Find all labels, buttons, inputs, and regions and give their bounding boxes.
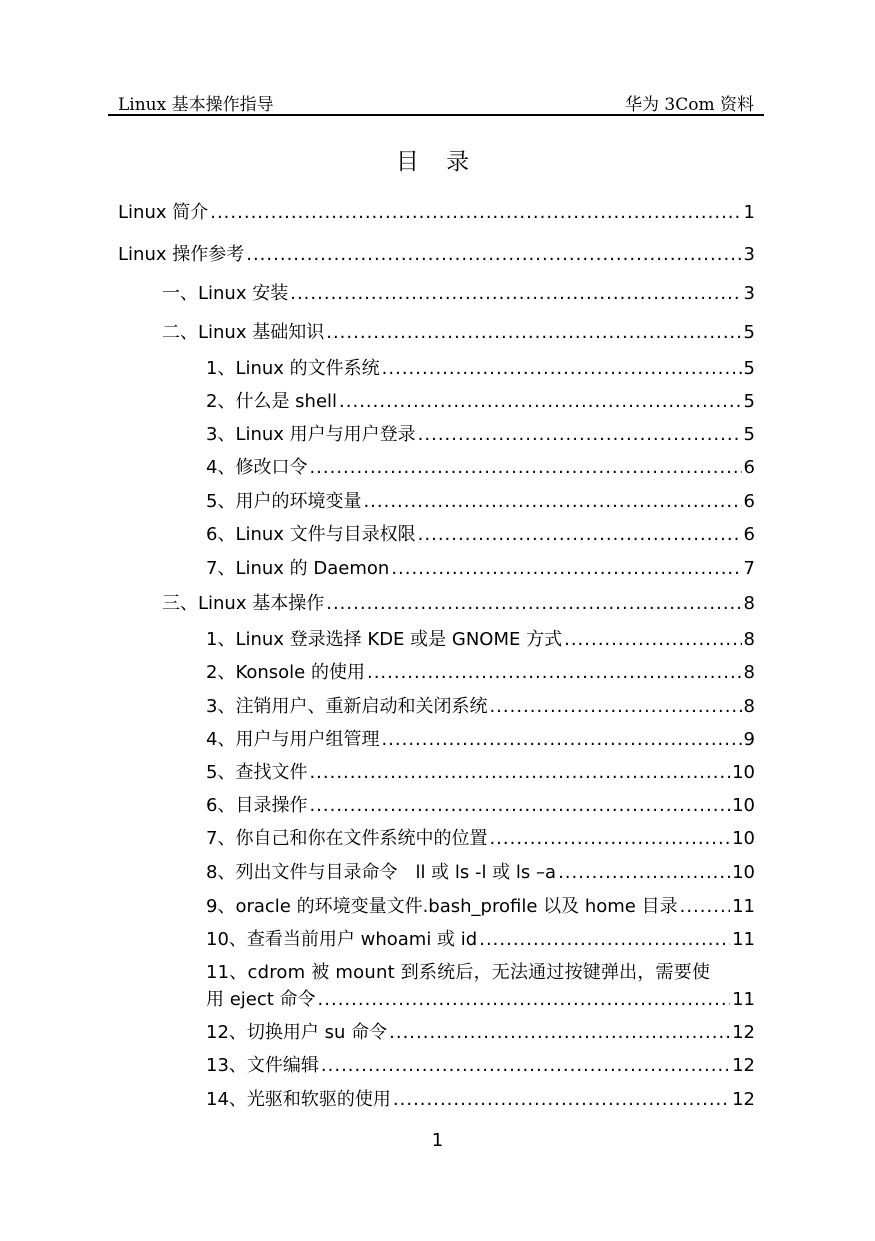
toc-entry-page: 6: [743, 457, 755, 478]
leader-dots: [326, 320, 741, 346]
toc-entry-label: 8、列出文件与目录命令 ll 或 ls -l 或 ls –a: [206, 862, 557, 883]
leader-dots: [479, 927, 730, 953]
leader-dots: [558, 860, 730, 886]
header-document-title: Linux 基本操作指导: [118, 95, 274, 115]
toc-entry-label: 14、光驱和软驱的使用: [206, 1089, 391, 1110]
toc-entry[interactable]: [118, 242, 755, 268]
toc-entry-label: 4、修改口令: [206, 457, 308, 478]
toc-entry-label: 3、注销用户、重新启动和关闭系统: [206, 696, 488, 717]
toc-entry-label: 4、用户与用户组管理: [206, 729, 380, 750]
toc-entry-page: 12: [732, 1022, 755, 1043]
page-title: 目 录: [395, 149, 480, 175]
toc-entry[interactable]: [206, 455, 755, 481]
toc-entry[interactable]: [206, 987, 755, 1013]
toc-entry-label: 2、Konsole 的使用: [206, 662, 365, 683]
toc-entry-label: 6、Linux 文件与目录权限: [206, 524, 416, 545]
leader-dots: [339, 389, 742, 415]
toc-entry-label: 13、文件编辑: [206, 1055, 319, 1076]
toc-entry-label: 1、Linux 的文件系统: [206, 358, 380, 379]
toc-entry-page: 8: [743, 629, 755, 650]
toc-entry[interactable]: [118, 200, 755, 226]
toc-entry-wrapped-first-line[interactable]: 11、cdrom 被 mount 到系统后，无法通过按键弹出，需要使: [206, 962, 711, 983]
toc-entry-label: 6、目录操作: [206, 795, 308, 816]
toc-entry-page: 5: [743, 322, 755, 343]
toc-entry-page: 11: [732, 929, 755, 950]
toc-entry-page: 7: [743, 558, 755, 579]
toc-entry-label: 10、查看当前用户 whoami 或 id: [206, 929, 478, 950]
header-source: 华为 3Com 资料: [625, 95, 754, 115]
toc-entry[interactable]: [206, 522, 755, 548]
toc-entry[interactable]: [206, 660, 755, 686]
toc-entry[interactable]: [206, 826, 755, 852]
toc-entry-page: 11: [732, 896, 755, 917]
leader-dots: [564, 627, 741, 653]
toc-entry-label: 12、切换用户 su 命令: [206, 1022, 388, 1043]
toc-entry-label: 三、Linux 基本操作: [162, 593, 325, 614]
toc-entry-page: 12: [732, 1055, 755, 1076]
toc-entry-label: 1、Linux 登录选择 KDE 或是 GNOME 方式: [206, 629, 563, 650]
leader-dots: [246, 242, 741, 268]
toc-entry[interactable]: [206, 793, 755, 819]
toc-entry-label: 用 eject 命令: [206, 989, 316, 1010]
leader-dots: [418, 422, 742, 448]
leader-dots: [321, 1053, 730, 1079]
leader-dots: [363, 489, 741, 515]
toc-entry-label: 9、oracle 的环境变量文件.bash_profile 以及 home 目录: [206, 896, 678, 917]
toc-entry-label: Linux 简介: [118, 202, 209, 223]
toc-entry[interactable]: [206, 760, 755, 786]
leader-dots: [489, 826, 730, 852]
toc-entry-label: 2、什么是 shell: [206, 391, 338, 412]
leader-dots: [326, 591, 741, 617]
toc-entry[interactable]: [206, 894, 755, 920]
toc-entry[interactable]: [162, 320, 755, 346]
toc-entry[interactable]: [206, 860, 755, 886]
toc-entry-label: 3、Linux 用户与用户登录: [206, 424, 416, 445]
toc-entry[interactable]: [206, 1020, 755, 1046]
toc-entry-label: 一、Linux 安装: [162, 283, 289, 304]
leader-dots: [318, 987, 731, 1013]
leader-dots: [389, 1020, 730, 1046]
leader-dots: [393, 1087, 730, 1113]
toc-entry-page: 10: [732, 862, 755, 883]
toc-entry[interactable]: [206, 422, 755, 448]
toc-entry-page: 5: [743, 424, 755, 445]
leader-dots: [391, 556, 741, 582]
leader-dots: [680, 894, 730, 920]
toc-entry-page: 12: [732, 1089, 755, 1110]
toc-entry-page: 8: [743, 593, 755, 614]
toc-entry-label: 5、用户的环境变量: [206, 491, 362, 512]
toc-entry-page: 9: [743, 729, 755, 750]
toc-entry-page: 1: [743, 202, 755, 223]
toc-entry-label: Linux 操作参考: [118, 244, 245, 265]
toc-entry[interactable]: [162, 281, 755, 307]
toc-entry-label: 7、你自己和你在文件系统中的位置: [206, 828, 488, 849]
leader-dots: [381, 727, 741, 753]
toc-entry[interactable]: [206, 556, 755, 582]
toc-entry-label: 7、Linux 的 Daemon: [206, 558, 390, 579]
toc-entry-page: 10: [732, 828, 755, 849]
toc-entry-page: 3: [743, 244, 755, 265]
toc-entry-page: 5: [743, 391, 755, 412]
toc-entry[interactable]: [206, 927, 755, 953]
toc-entry-page: 5: [743, 358, 755, 379]
toc-entry[interactable]: [206, 356, 755, 382]
toc-entry-page: 3: [743, 283, 755, 304]
leader-dots: [210, 200, 741, 226]
toc-entry[interactable]: [206, 727, 755, 753]
toc-entry-page: 6: [743, 524, 755, 545]
toc-entry[interactable]: [206, 489, 755, 515]
page-number: 1: [431, 1130, 444, 1151]
toc-entry-page: 10: [732, 762, 755, 783]
leader-dots: [418, 522, 742, 548]
toc-entry-page: 8: [743, 662, 755, 683]
leader-dots: [489, 694, 741, 720]
toc-entry-page: 8: [743, 696, 755, 717]
leader-dots: [309, 760, 730, 786]
leader-dots: [382, 356, 742, 382]
toc-entry-page: 6: [743, 491, 755, 512]
leader-dots: [290, 281, 741, 307]
leader-dots: [309, 455, 741, 481]
running-header: [108, 90, 764, 116]
leader-dots: [367, 660, 742, 686]
toc-entry[interactable]: [206, 694, 755, 720]
toc-entry[interactable]: [206, 627, 755, 653]
toc-entry[interactable]: [206, 389, 755, 415]
leader-dots: [309, 793, 730, 819]
toc-entry-page: 10: [732, 795, 755, 816]
toc-entry-label: 5、查找文件: [206, 762, 308, 783]
toc-entry-label: 二、Linux 基础知识: [162, 322, 325, 343]
toc-entry[interactable]: [206, 1087, 755, 1113]
toc-entry[interactable]: [162, 591, 755, 617]
toc-entry[interactable]: [206, 1053, 755, 1079]
toc-entry-page: 11: [732, 989, 755, 1010]
